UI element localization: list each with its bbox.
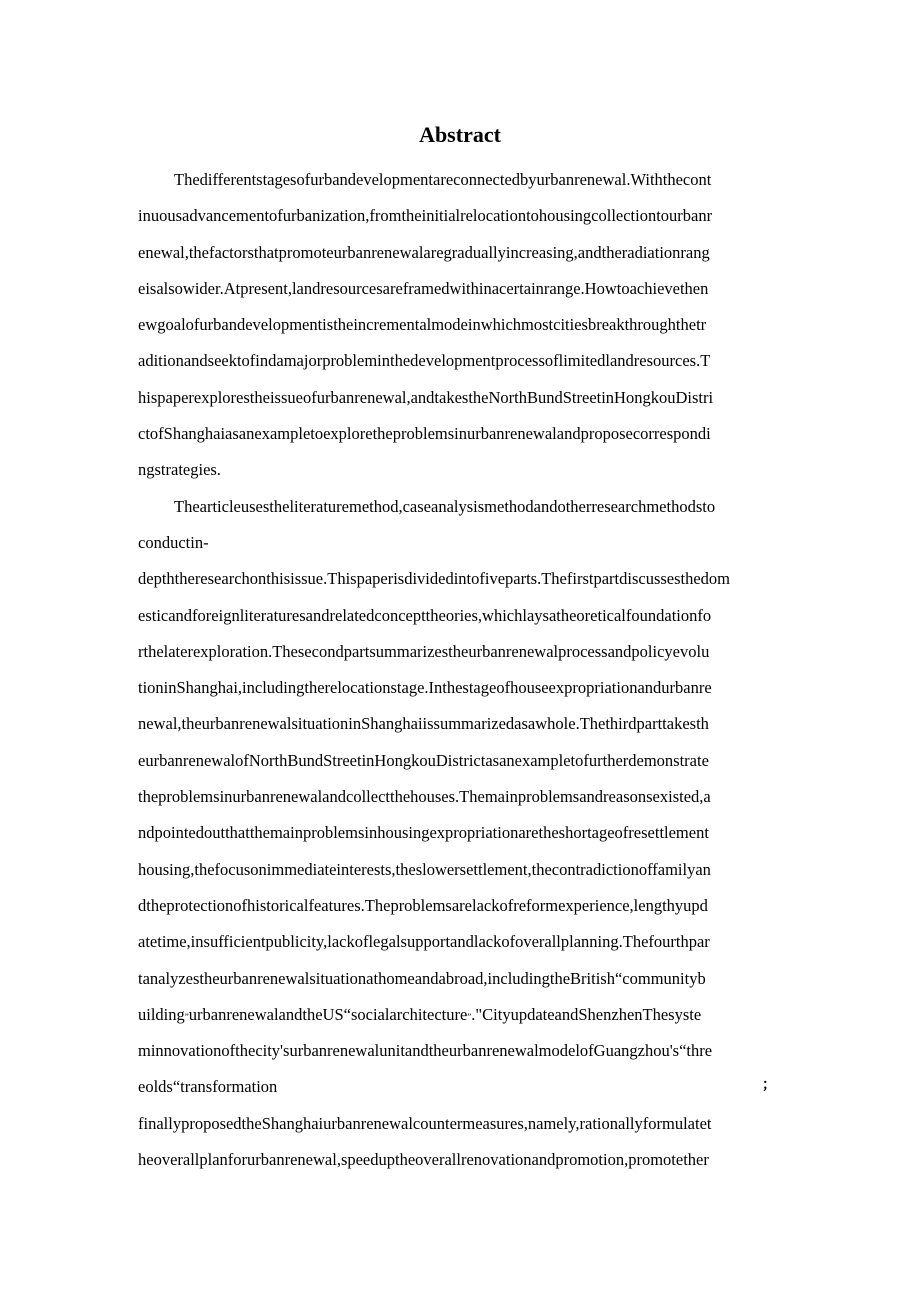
- text-line: eurbanrenewalofNorthBundStreetinHongkouDistrictasanexampletofurtherdemonstrate: [138, 750, 709, 770]
- text-line: enewal,thefactorsthatpromoteurbanrenewalaregraduallyincreasing,andtheradiationrang: [138, 242, 710, 262]
- abstract-body: [138, 162, 784, 1178]
- text-line: Thedifferentstagesofurbandevelopmentareconnectedbyurbanrenewal.Withthecont: [174, 170, 712, 189]
- text-line: depththeresearchonthisissue.Thispaperisdividedintofiveparts.Thefirstpartdiscussesthedom: [138, 569, 731, 589]
- text-line: eisalsowider.Atpresent,landresourcesareframedwithinacertainrange.Howtoachievethen: [138, 278, 709, 298]
- text-line: heoverallplanforurbanrenewal,speeduptheoverallrenovationandpromotion,promotether: [138, 1150, 709, 1170]
- quote-mark: ”: [184, 1011, 189, 1022]
- text-line: ewgoalofurbandevelopmentistheincrementalmodeinwhichmostcitiesbreakthroughthetr: [138, 315, 707, 335]
- text-line: esticandforeignliteraturesandrelatedconcepttheories,whichlaysatheoreticalfoundationfo: [138, 605, 712, 625]
- text-line: hispaperexplorestheissueofurbanrenewal,andtakestheNorthBundStreetinHongkouDistri: [138, 387, 714, 407]
- text-line: tanalyzestheurbanrenewalsituationathomeandabroad,includingtheBritish“communityb: [138, 968, 706, 988]
- text-line: tioninShanghai,includingtherelocationstage.Inthestageofhouseexpropriationandurbanre: [138, 678, 712, 698]
- text-line: inuousadvancementofurbanization,fromtheinitialrelocationtohousingcollectiontourbanr: [138, 206, 713, 226]
- page-title: Abstract: [419, 122, 501, 147]
- text-line: [138, 997, 784, 1033]
- text-line: theproblemsinurbanrenewalandcollectthehouses.Themainproblemsandreasonsexisted,a: [138, 787, 711, 807]
- text-line: housing,thefocusonimmediateinterests,theslowersettlement,thecontradictionoffamilyan: [138, 859, 711, 879]
- text-line: ndpointedoutthatthemainproblemsinhousingexpropriationaretheshortageofresettlement: [138, 823, 709, 843]
- quote-mark: ”: [467, 1011, 472, 1022]
- text-line: minnovationofthecity'surbanrenewalunitandtheurbanrenewalmodelofGuangzhou's“thre: [138, 1041, 713, 1061]
- text-line: newal,theurbanrenewalsituationinShanghaiissummarizedasawhole.Thethirdparttakesth: [138, 714, 709, 734]
- text-line: eolds“transformation: [138, 1077, 278, 1097]
- text-line: aditionandseektofindamajorprobleminthedevelopmentprocessoflimitedlandresources.T: [138, 351, 711, 371]
- text-line: ctofShanghaiasanexampletoexploretheproblemsinurbanrenewalandproposecorrespondi: [138, 424, 711, 444]
- text-line: ngstrategies.: [138, 460, 221, 480]
- text-line: rthelaterexploration.Thesecondpartsummarizestheurbanrenewalprocessandpolicyevolu: [138, 641, 710, 661]
- semicolon-mark: ；: [762, 1078, 776, 1093]
- text-line: conductin-: [138, 532, 209, 552]
- text-line: atetime,insufficientpublicity,lackoflegalsupportandlackofoverallplanning.Thefourthpar: [138, 932, 710, 952]
- text-segment: uilding: [138, 1004, 185, 1024]
- text-line: finallyproposedtheShanghaiurbanrenewalcountermeasures,namely,rationallyformulatet: [138, 1113, 712, 1133]
- text-line: Thearticleusestheliteraturemethod,caseanalysismethodandotherresearchmethodsto: [174, 496, 716, 516]
- text-segment: urbanrenewalandtheUS“socialarchitecture: [188, 1004, 468, 1024]
- text-segment: ."CityupdateandShenzhenThesyste: [471, 1004, 702, 1024]
- text-line: dtheprotectionofhistoricalfeatures.Theproblemsarelackofreformexperience,lengthyupd: [138, 895, 708, 915]
